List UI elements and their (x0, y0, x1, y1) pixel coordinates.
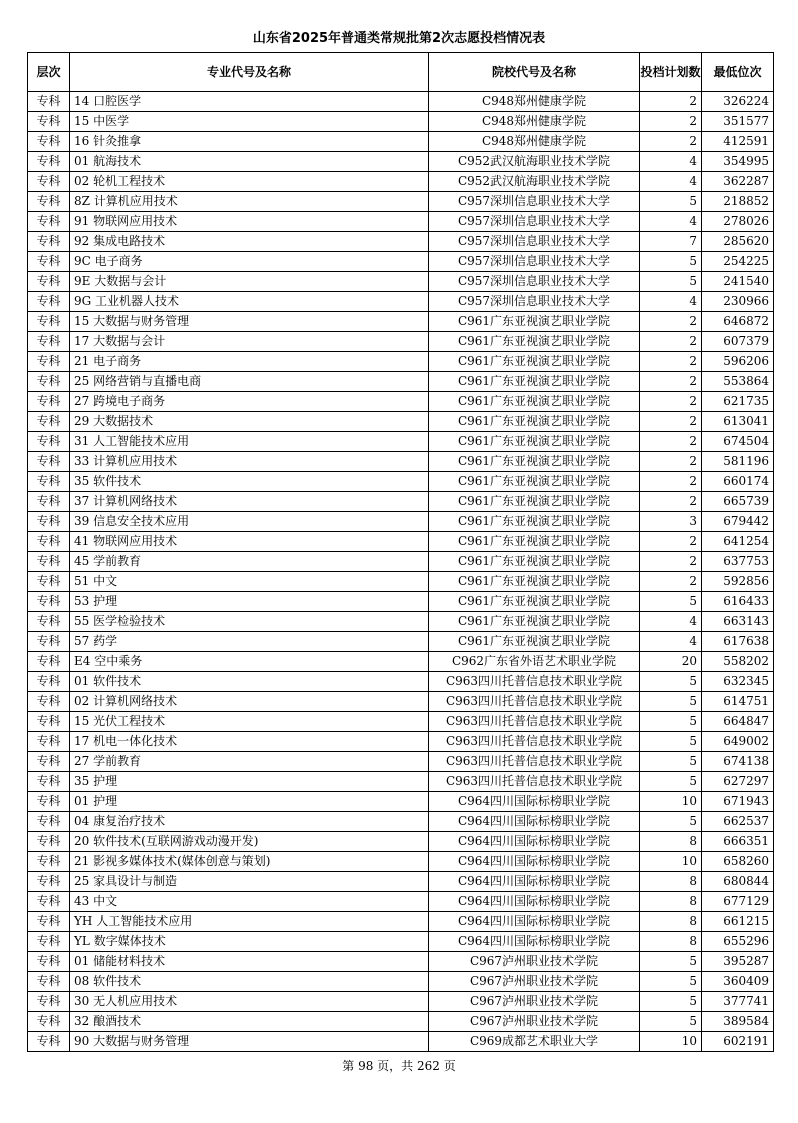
cell-plan: 2 (640, 492, 702, 512)
cell-level: 专科 (28, 412, 70, 432)
cell-level: 专科 (28, 652, 70, 672)
table-row (28, 492, 774, 512)
cell-plan: 4 (640, 152, 702, 172)
cell-school: C952武汉航海职业技术学院 (429, 172, 640, 192)
cell-plan: 4 (640, 632, 702, 652)
cell-rank: 655296 (702, 932, 774, 952)
cell-major: 39 信息安全技术应用 (70, 512, 429, 532)
cell-rank: 607379 (702, 332, 774, 352)
cell-major: 25 网络营销与直播电商 (70, 372, 429, 392)
cell-plan: 5 (640, 272, 702, 292)
cell-plan: 2 (640, 92, 702, 112)
table-row (28, 772, 774, 792)
cell-level: 专科 (28, 572, 70, 592)
cell-rank: 649002 (702, 732, 774, 752)
cell-school: C967泸州职业技术学院 (429, 952, 640, 972)
cell-major: 15 光伏工程技术 (70, 712, 429, 732)
cell-level: 专科 (28, 452, 70, 472)
cell-school: C964四川国际标榜职业学院 (429, 892, 640, 912)
cell-major: 15 大数据与财务管理 (70, 312, 429, 332)
cell-level: 专科 (28, 472, 70, 492)
cell-school: C964四川国际标榜职业学院 (429, 932, 640, 952)
cell-major: 02 计算机网络技术 (70, 692, 429, 712)
table-row (28, 552, 774, 572)
table-row (28, 652, 774, 672)
cell-level: 专科 (28, 552, 70, 572)
cell-major: 25 家具设计与制造 (70, 872, 429, 892)
table-row (28, 1012, 774, 1032)
table-row (28, 712, 774, 732)
cell-level: 专科 (28, 992, 70, 1012)
table-row (28, 292, 774, 312)
cell-plan: 2 (640, 312, 702, 332)
cell-school: C961广东亚视演艺职业学院 (429, 512, 640, 532)
cell-major: 27 跨境电子商务 (70, 392, 429, 412)
cell-major: 16 针灸推拿 (70, 132, 429, 152)
table-row (28, 472, 774, 492)
cell-plan: 2 (640, 392, 702, 412)
cell-level: 专科 (28, 892, 70, 912)
cell-level: 专科 (28, 292, 70, 312)
cell-major: 20 软件技术(互联网游戏动漫开发) (70, 832, 429, 852)
table-row (28, 272, 774, 292)
cell-major: 01 航海技术 (70, 152, 429, 172)
cell-school: C964四川国际标榜职业学院 (429, 872, 640, 892)
cell-level: 专科 (28, 792, 70, 812)
table-header-row (28, 53, 774, 92)
cell-level: 专科 (28, 232, 70, 252)
cell-level: 专科 (28, 372, 70, 392)
table-row (28, 972, 774, 992)
cell-major: 21 电子商务 (70, 352, 429, 372)
cell-rank: 395287 (702, 952, 774, 972)
cell-major: 17 机电一体化技术 (70, 732, 429, 752)
cell-rank: 558202 (702, 652, 774, 672)
table-row (28, 852, 774, 872)
cell-plan: 5 (640, 992, 702, 1012)
cell-plan: 5 (640, 752, 702, 772)
cell-school: C957深圳信息职业技术大学 (429, 192, 640, 212)
cell-school: C961广东亚视演艺职业学院 (429, 572, 640, 592)
page-footer: 第 98 页，共 262 页 (342, 1059, 456, 1073)
cell-plan: 5 (640, 1012, 702, 1032)
cell-school: C961广东亚视演艺职业学院 (429, 472, 640, 492)
cell-school: C961广东亚视演艺职业学院 (429, 392, 640, 412)
cell-rank: 241540 (702, 272, 774, 292)
table-body (28, 92, 774, 1052)
cell-level: 专科 (28, 1032, 70, 1052)
cell-school: C957深圳信息职业技术大学 (429, 232, 640, 252)
cell-school: C948郑州健康学院 (429, 92, 640, 112)
cell-level: 专科 (28, 752, 70, 772)
cell-level: 专科 (28, 252, 70, 272)
cell-school: C963四川托普信息技术职业学院 (429, 732, 640, 752)
table-row (28, 252, 774, 272)
cell-school: C957深圳信息职业技术大学 (429, 212, 640, 232)
cell-major: 01 护理 (70, 792, 429, 812)
cell-major: 9C 电子商务 (70, 252, 429, 272)
cell-school: C961广东亚视演艺职业学院 (429, 552, 640, 572)
cell-school: C964四川国际标榜职业学院 (429, 912, 640, 932)
cell-school: C948郑州健康学院 (429, 132, 640, 152)
table-row (28, 672, 774, 692)
cell-school: C962广东省外语艺术职业学院 (429, 652, 640, 672)
cell-level: 专科 (28, 852, 70, 872)
cell-level: 专科 (28, 352, 70, 372)
header-school: 院校代号及名称 (429, 53, 640, 92)
cell-level: 专科 (28, 192, 70, 212)
cell-plan: 2 (640, 432, 702, 452)
cell-rank: 592856 (702, 572, 774, 592)
cell-school: C957深圳信息职业技术大学 (429, 252, 640, 272)
table-row (28, 912, 774, 932)
header-rank: 最低位次 (702, 53, 774, 92)
cell-major: 92 集成电路技术 (70, 232, 429, 252)
cell-major: 15 中医学 (70, 112, 429, 132)
cell-rank: 553864 (702, 372, 774, 392)
cell-rank: 671943 (702, 792, 774, 812)
cell-major: 14 口腔医学 (70, 92, 429, 112)
cell-major: 17 大数据与会计 (70, 332, 429, 352)
cell-plan: 10 (640, 792, 702, 812)
cell-rank: 351577 (702, 112, 774, 132)
table-row (28, 892, 774, 912)
table-row (28, 432, 774, 452)
cell-major: 43 中文 (70, 892, 429, 912)
cell-rank: 412591 (702, 132, 774, 152)
cell-school: C964四川国际标榜职业学院 (429, 832, 640, 852)
cell-school: C964四川国际标榜职业学院 (429, 812, 640, 832)
table-row (28, 932, 774, 952)
cell-level: 专科 (28, 492, 70, 512)
cell-school: C961广东亚视演艺职业学院 (429, 632, 640, 652)
table-row (28, 992, 774, 1012)
cell-school: C961广东亚视演艺职业学院 (429, 592, 640, 612)
cell-major: 90 大数据与财务管理 (70, 1032, 429, 1052)
page-title: 山东省2025年普通类常规批第2次志愿投档情况表 (252, 31, 546, 46)
cell-rank: 254225 (702, 252, 774, 272)
cell-rank: 360409 (702, 972, 774, 992)
cell-plan: 2 (640, 412, 702, 432)
cell-plan: 2 (640, 372, 702, 392)
cell-school: C961广东亚视演艺职业学院 (429, 492, 640, 512)
table-row (28, 1032, 774, 1052)
cell-plan: 5 (640, 252, 702, 272)
cell-major: 9G 工业机器人技术 (70, 292, 429, 312)
cell-rank: 613041 (702, 412, 774, 432)
table-row (28, 352, 774, 372)
header-level: 层次 (28, 53, 70, 92)
cell-level: 专科 (28, 532, 70, 552)
table-row (28, 112, 774, 132)
table-row (28, 232, 774, 252)
cell-rank: 602191 (702, 1032, 774, 1052)
cell-level: 专科 (28, 592, 70, 612)
cell-school: C963四川托普信息技术职业学院 (429, 752, 640, 772)
cell-plan: 5 (640, 692, 702, 712)
cell-plan: 5 (640, 192, 702, 212)
table-row (28, 812, 774, 832)
cell-plan: 2 (640, 332, 702, 352)
cell-rank: 637753 (702, 552, 774, 572)
cell-plan: 8 (640, 832, 702, 852)
cell-major: 01 软件技术 (70, 672, 429, 692)
cell-level: 专科 (28, 312, 70, 332)
cell-plan: 2 (640, 572, 702, 592)
table-row (28, 132, 774, 152)
cell-school: C967泸州职业技术学院 (429, 972, 640, 992)
cell-rank: 627297 (702, 772, 774, 792)
admission-table (27, 52, 774, 1052)
cell-plan: 4 (640, 292, 702, 312)
cell-level: 专科 (28, 272, 70, 292)
table-row (28, 312, 774, 332)
cell-major: 04 康复治疗技术 (70, 812, 429, 832)
cell-major: 35 软件技术 (70, 472, 429, 492)
table-row (28, 832, 774, 852)
cell-major: 53 护理 (70, 592, 429, 612)
cell-rank: 674138 (702, 752, 774, 772)
cell-plan: 5 (640, 712, 702, 732)
cell-rank: 677129 (702, 892, 774, 912)
cell-school: C963四川托普信息技术职业学院 (429, 772, 640, 792)
cell-rank: 658260 (702, 852, 774, 872)
table-row (28, 752, 774, 772)
cell-major: 57 药学 (70, 632, 429, 652)
cell-major: YL 数字媒体技术 (70, 932, 429, 952)
cell-plan: 2 (640, 452, 702, 472)
cell-rank: 679442 (702, 512, 774, 532)
cell-school: C963四川托普信息技术职业学院 (429, 692, 640, 712)
cell-level: 专科 (28, 512, 70, 532)
cell-plan: 5 (640, 672, 702, 692)
cell-rank: 661215 (702, 912, 774, 932)
cell-school: C961广东亚视演艺职业学院 (429, 412, 640, 432)
cell-level: 专科 (28, 112, 70, 132)
cell-major: E4 空中乘务 (70, 652, 429, 672)
cell-school: C964四川国际标榜职业学院 (429, 852, 640, 872)
cell-level: 专科 (28, 712, 70, 732)
cell-major: 32 酿酒技术 (70, 1012, 429, 1032)
table-row (28, 732, 774, 752)
cell-major: 35 护理 (70, 772, 429, 792)
cell-rank: 614751 (702, 692, 774, 712)
cell-school: C961广东亚视演艺职业学院 (429, 352, 640, 372)
cell-rank: 663143 (702, 612, 774, 632)
cell-school: C952武汉航海职业技术学院 (429, 152, 640, 172)
cell-plan: 7 (640, 232, 702, 252)
cell-level: 专科 (28, 832, 70, 852)
cell-major: 91 物联网应用技术 (70, 212, 429, 232)
cell-rank: 377741 (702, 992, 774, 1012)
cell-plan: 8 (640, 912, 702, 932)
cell-school: C957深圳信息职业技术大学 (429, 292, 640, 312)
cell-major: 41 物联网应用技术 (70, 532, 429, 552)
cell-major: 27 学前教育 (70, 752, 429, 772)
cell-level: 专科 (28, 392, 70, 412)
table-row (28, 152, 774, 172)
cell-rank: 632345 (702, 672, 774, 692)
cell-school: C963四川托普信息技术职业学院 (429, 712, 640, 732)
cell-rank: 646872 (702, 312, 774, 332)
cell-major: 33 计算机应用技术 (70, 452, 429, 472)
cell-major: 55 医学检验技术 (70, 612, 429, 632)
cell-school: C948郑州健康学院 (429, 112, 640, 132)
cell-rank: 616433 (702, 592, 774, 612)
cell-level: 专科 (28, 732, 70, 752)
table-row (28, 792, 774, 812)
cell-level: 专科 (28, 92, 70, 112)
table-row (28, 372, 774, 392)
table-row (28, 172, 774, 192)
cell-plan: 5 (640, 592, 702, 612)
cell-rank: 230966 (702, 292, 774, 312)
cell-rank: 641254 (702, 532, 774, 552)
cell-plan: 8 (640, 892, 702, 912)
cell-rank: 581196 (702, 452, 774, 472)
header-major: 专业代号及名称 (70, 53, 429, 92)
cell-rank: 596206 (702, 352, 774, 372)
table-row (28, 592, 774, 612)
cell-plan: 3 (640, 512, 702, 532)
header-plan: 投档计划数 (640, 53, 702, 92)
table-row (28, 332, 774, 352)
cell-level: 专科 (28, 772, 70, 792)
cell-plan: 2 (640, 552, 702, 572)
cell-level: 专科 (28, 692, 70, 712)
cell-plan: 2 (640, 132, 702, 152)
table-row (28, 512, 774, 532)
cell-rank: 662537 (702, 812, 774, 832)
table-row (28, 572, 774, 592)
cell-plan: 8 (640, 932, 702, 952)
cell-major: 21 影视多媒体技术(媒体创意与策划) (70, 852, 429, 872)
cell-rank: 354995 (702, 152, 774, 172)
cell-school: C967泸州职业技术学院 (429, 992, 640, 1012)
cell-rank: 664847 (702, 712, 774, 732)
cell-plan: 5 (640, 732, 702, 752)
cell-level: 专科 (28, 152, 70, 172)
cell-school: C961广东亚视演艺职业学院 (429, 312, 640, 332)
cell-plan: 2 (640, 532, 702, 552)
cell-major: 02 轮机工程技术 (70, 172, 429, 192)
cell-plan: 10 (640, 1032, 702, 1052)
cell-level: 专科 (28, 332, 70, 352)
cell-plan: 4 (640, 612, 702, 632)
cell-school: C961广东亚视演艺职业学院 (429, 372, 640, 392)
cell-school: C967泸州职业技术学院 (429, 1012, 640, 1032)
cell-plan: 2 (640, 352, 702, 372)
cell-major: 37 计算机网络技术 (70, 492, 429, 512)
cell-level: 专科 (28, 432, 70, 452)
cell-rank: 617638 (702, 632, 774, 652)
cell-school: C961广东亚视演艺职业学院 (429, 332, 640, 352)
cell-rank: 674504 (702, 432, 774, 452)
table-row (28, 192, 774, 212)
cell-plan: 20 (640, 652, 702, 672)
cell-plan: 5 (640, 812, 702, 832)
cell-plan: 2 (640, 112, 702, 132)
cell-level: 专科 (28, 812, 70, 832)
cell-school: C961广东亚视演艺职业学院 (429, 452, 640, 472)
cell-rank: 621735 (702, 392, 774, 412)
cell-level: 专科 (28, 172, 70, 192)
cell-major: 9E 大数据与会计 (70, 272, 429, 292)
cell-major: 01 储能材料技术 (70, 952, 429, 972)
cell-school: C961广东亚视演艺职业学院 (429, 532, 640, 552)
table-row (28, 952, 774, 972)
cell-plan: 10 (640, 852, 702, 872)
cell-school: C964四川国际标榜职业学院 (429, 792, 640, 812)
cell-school: C961广东亚视演艺职业学院 (429, 612, 640, 632)
cell-plan: 5 (640, 972, 702, 992)
cell-rank: 285620 (702, 232, 774, 252)
table-row (28, 212, 774, 232)
cell-major: 30 无人机应用技术 (70, 992, 429, 1012)
cell-rank: 680844 (702, 872, 774, 892)
cell-rank: 660174 (702, 472, 774, 492)
cell-level: 专科 (28, 912, 70, 932)
table-row (28, 612, 774, 632)
cell-rank: 326224 (702, 92, 774, 112)
cell-rank: 665739 (702, 492, 774, 512)
table-row (28, 632, 774, 652)
cell-rank: 278026 (702, 212, 774, 232)
cell-school: C957深圳信息职业技术大学 (429, 272, 640, 292)
cell-level: 专科 (28, 952, 70, 972)
table-row (28, 692, 774, 712)
cell-major: YH 人工智能技术应用 (70, 912, 429, 932)
cell-level: 专科 (28, 632, 70, 652)
cell-level: 专科 (28, 932, 70, 952)
cell-plan: 2 (640, 472, 702, 492)
table-row (28, 92, 774, 112)
cell-level: 专科 (28, 672, 70, 692)
cell-major: 45 学前教育 (70, 552, 429, 572)
cell-rank: 389584 (702, 1012, 774, 1032)
cell-rank: 218852 (702, 192, 774, 212)
cell-school: C963四川托普信息技术职业学院 (429, 672, 640, 692)
table-row (28, 392, 774, 412)
cell-plan: 4 (640, 172, 702, 192)
cell-major: 8Z 计算机应用技术 (70, 192, 429, 212)
cell-rank: 666351 (702, 832, 774, 852)
cell-rank: 362287 (702, 172, 774, 192)
table-row (28, 872, 774, 892)
table-row (28, 532, 774, 552)
cell-plan: 5 (640, 952, 702, 972)
cell-plan: 4 (640, 212, 702, 232)
cell-major: 31 人工智能技术应用 (70, 432, 429, 452)
cell-school: C969成都艺术职业大学 (429, 1032, 640, 1052)
cell-plan: 8 (640, 872, 702, 892)
cell-major: 29 大数据技术 (70, 412, 429, 432)
cell-level: 专科 (28, 1012, 70, 1032)
cell-level: 专科 (28, 212, 70, 232)
cell-plan: 5 (640, 772, 702, 792)
cell-level: 专科 (28, 972, 70, 992)
cell-level: 专科 (28, 132, 70, 152)
cell-major: 51 中文 (70, 572, 429, 592)
table-row (28, 412, 774, 432)
cell-school: C961广东亚视演艺职业学院 (429, 432, 640, 452)
cell-level: 专科 (28, 872, 70, 892)
cell-level: 专科 (28, 612, 70, 632)
cell-major: 08 软件技术 (70, 972, 429, 992)
table-row (28, 452, 774, 472)
